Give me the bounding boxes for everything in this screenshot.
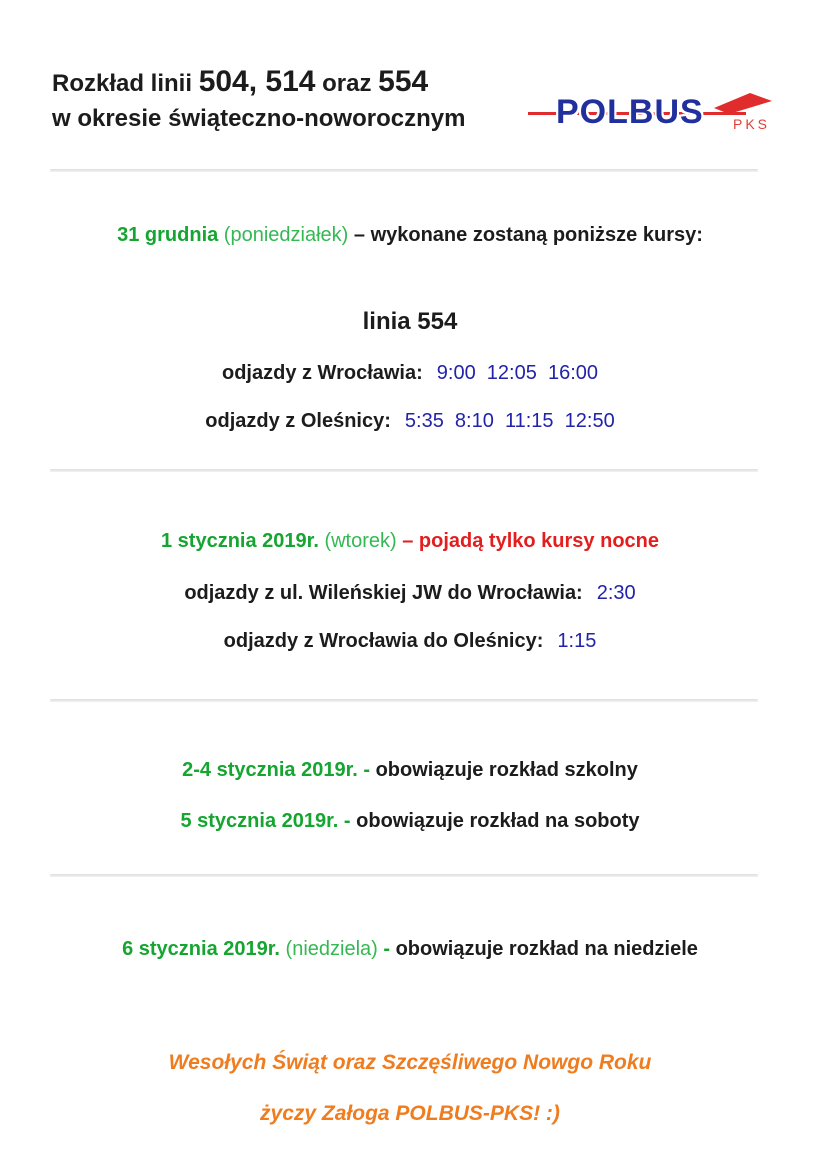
polbus-pks-logo (528, 86, 772, 142)
heading-text: – wykonane zostaną poniższe kursy: (348, 224, 703, 246)
departure-label: odjazdy z Wrocławia: (221, 362, 423, 384)
departure-label: odjazdy z ul. Wileńskiej JW do Wrocławia: (184, 582, 583, 604)
date-text: 2-4 stycznia 2019r. (182, 759, 358, 781)
departures-wroclaw-row (0, 360, 820, 386)
weekday-text: (niedziela) (279, 938, 378, 960)
divider (50, 874, 758, 877)
rule-text: obowiązuje rozkład na soboty (356, 810, 640, 832)
alert-text: – pojadą tylko kursy nocne (396, 530, 659, 552)
date-text: 31 grudnia (117, 224, 219, 246)
departure-times: 5:35 8:10 11:15 12:50 (404, 410, 615, 432)
departure-times: 9:00 12:05 16:00 (436, 362, 599, 384)
swoosh-arrow-icon (714, 92, 772, 116)
section-jan1-heading (0, 528, 820, 554)
divider (50, 469, 758, 472)
dash-text: - (377, 938, 396, 960)
title-line-numbers-1: 504, 514 (198, 65, 316, 98)
page-title (52, 62, 532, 134)
departure-times: 1:15 (557, 630, 597, 652)
weekday-text: (poniedziałek) (218, 224, 349, 246)
weekday-text: (wtorek) (318, 530, 397, 552)
rule-text: obowiązuje rozkład na niedziele (395, 938, 698, 960)
rule-jan5-row (0, 808, 820, 834)
title-prefix: Rozkład linii (52, 70, 199, 97)
departure-label: odjazdy z Wrocławia do Oleśnicy: (223, 630, 544, 652)
section-dec31-heading (0, 222, 820, 248)
greeting-line-2: życzy Załoga POLBUS-PKS! :) (260, 1102, 560, 1125)
dash-text: - (338, 810, 357, 832)
dash-text: - (357, 759, 376, 781)
title-line-2: w okresie świąteczno-noworocznym (52, 105, 466, 132)
departures-wroclaw-olesnica-row (0, 628, 820, 654)
departure-times: 2:30 (596, 582, 636, 604)
rule-jan2-4-row (0, 757, 820, 783)
departures-olesnica-row (0, 408, 820, 434)
date-text: 6 stycznia 2019r. (122, 938, 280, 960)
departure-label: odjazdy z Oleśnicy: (205, 410, 391, 432)
title-line-numbers-2: 554 (378, 65, 429, 98)
departures-wilenska-row (0, 580, 820, 606)
title-line-1 (52, 62, 532, 104)
divider (50, 699, 758, 702)
date-text: 5 stycznia 2019r. (180, 810, 339, 832)
logo-pks-label: PKS (732, 116, 770, 132)
logo-wordmark: POLBUS (556, 93, 704, 131)
title-middle: oraz (315, 70, 379, 97)
greeting-line-1: Wesołych Świąt oraz Szczęśliwego Nowgo Roku (168, 1051, 652, 1074)
rule-text: obowiązuje rozkład szkolny (375, 759, 638, 781)
date-text: 1 stycznia 2019r. (161, 530, 319, 552)
line-554-title: linia 554 (362, 308, 458, 335)
rule-jan6-row (0, 936, 820, 962)
divider (50, 169, 758, 172)
